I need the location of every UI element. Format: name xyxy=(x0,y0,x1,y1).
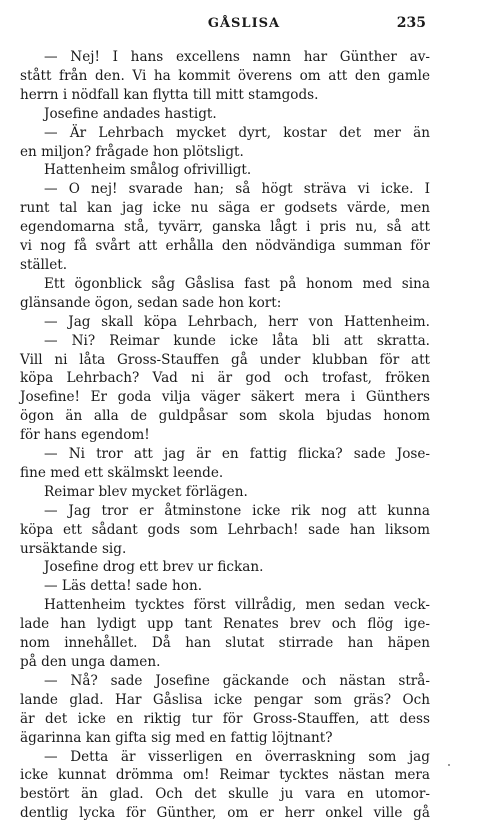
text-line: — O nej! svarade han; så högt sträva vi icke. I xyxy=(44,181,430,198)
text-line: icke kunnat drömma om! Reimar tycktes nästan mera xyxy=(20,767,430,784)
text-line: stått från den. Vi ha kommit överens om att den gamle xyxy=(20,67,430,84)
page-header xyxy=(0,0,488,40)
text-line: runt tal kan jag icke nu säga er godsets värde, men xyxy=(20,200,430,217)
text-line: köpa Lehrbach? Vad ni är god och trofast, fröken xyxy=(20,370,430,387)
text-line: Vill ni låta Gross-Stauffen gå under klubban för att xyxy=(20,351,430,368)
text-line: vi nog få svårt att erhålla den nödvändiga summan för xyxy=(20,238,430,255)
text-line: Hattenheim tycktes först villrådig, men sedan veck- xyxy=(44,597,430,614)
text-line: — Är Lehrbach mycket dyrt, kostar det mer än xyxy=(44,124,430,141)
text-line: — Detta är visserligen en överraskning som jag xyxy=(44,748,430,765)
text-line: för hans egendom! xyxy=(20,427,150,444)
text-line: Hattenheim smålog ofrivilligt. xyxy=(44,162,252,179)
text-line: — Ni? Reimar kunde icke låta bli att skratta. xyxy=(44,332,430,349)
text-line: en miljon? frågade hon plötsligt. xyxy=(20,143,244,160)
text-line: ögon än alla de guldpåsar som skola bjudas honom xyxy=(20,408,430,425)
text-line: — Nej! I hans excellens namn har Günther av- xyxy=(44,49,430,65)
text-line: egendomarna stå, tyvärr, ganska lågt i pris nu, så att xyxy=(20,219,430,236)
text-line: köpa ett sådant gods som Lehrbach! sade han liksom xyxy=(20,521,430,538)
text-line: Reimar blev mycket förlägen. xyxy=(44,483,248,500)
text-line: lande glad. Har Gåslisa icke pengar som gräs? Och xyxy=(20,691,430,708)
text-line: — Ni tror att jag är en fattig flicka? sade Jose- xyxy=(44,446,430,463)
text-line: dentlig lycka för Günther, om er herr onkel ville gå xyxy=(20,805,430,822)
text-line: Ett ögonblick såg Gåslisa fast på honom med sina xyxy=(44,275,430,292)
page-number: 235 xyxy=(396,15,426,31)
text-line: Josefine andades hastigt. xyxy=(44,105,217,122)
text-line: på den unga damen. xyxy=(20,654,161,670)
text-line: ursäktande sig. xyxy=(20,540,127,557)
text-line: — Läs detta! sade hon. xyxy=(44,578,203,595)
body-text xyxy=(20,48,430,823)
paper-speck xyxy=(448,764,450,766)
text-line: ägarinna kan gifta sig med en fattig löjtnant? xyxy=(20,729,333,746)
text-line: herrn i nödfall kan flytta till mitt stamgods. xyxy=(20,86,319,103)
text-line: Josefine drog ett brev ur fickan. xyxy=(44,559,264,576)
text-line: är det icke en riktig tur för Gross-Stauffen, att dess xyxy=(20,710,430,727)
text-line: stället. xyxy=(20,256,68,273)
running-title: GÅSLISA xyxy=(207,16,281,31)
text-line: Josefine! Er goda vilja väger säkert mera i Günthers xyxy=(20,389,430,406)
text-line: — Nå? sade Josefine gäckande och nästan strå- xyxy=(44,672,430,689)
text-line: — Jag tror er åtminstone icke rik nog att kunna xyxy=(44,502,430,519)
text-line: bestört än glad. Och det skulle ju vara en utomor- xyxy=(20,786,430,803)
text-line: fine med ett skälmskt leende. xyxy=(20,464,224,481)
text-line: — Jag skall köpa Lehrbach, herr von Hattenheim. xyxy=(44,313,430,330)
text-line: lade han lydigt upp tant Renates brev och flög ige- xyxy=(20,616,430,633)
text-line: nom innehållet. Då han slutat stirrade han häpen xyxy=(20,635,430,652)
text-line: glänsande ögon, sedan sade hon kort: xyxy=(20,294,282,311)
